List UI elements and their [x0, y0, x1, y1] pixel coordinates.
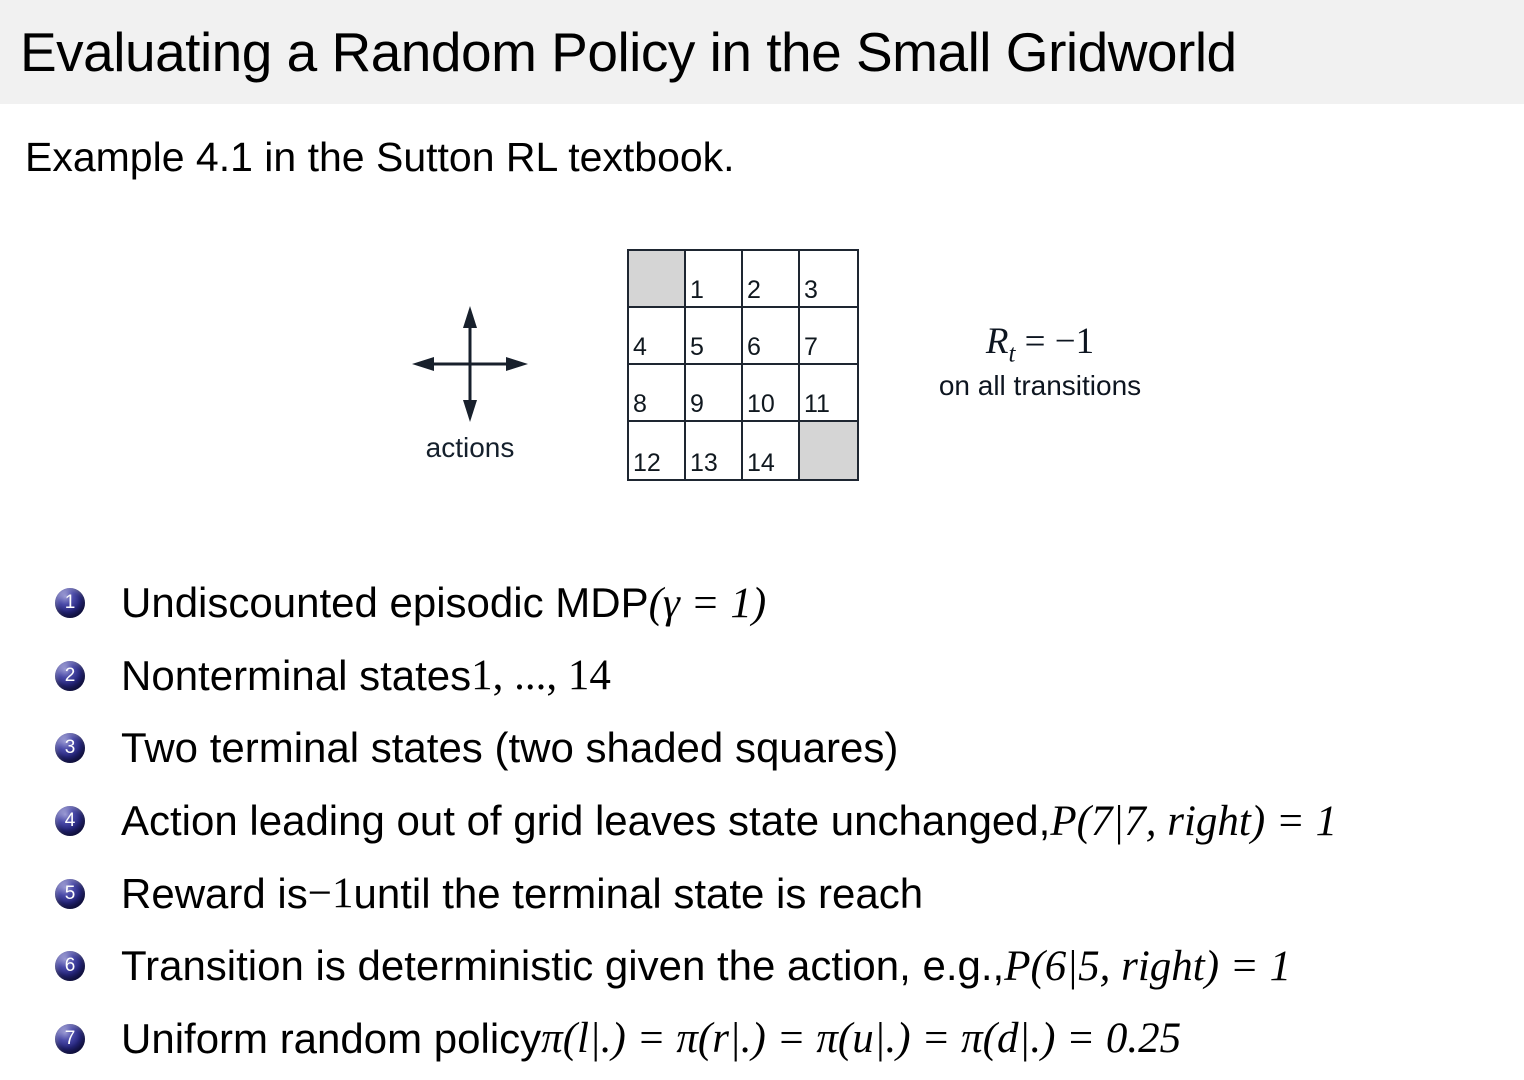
bullet-math: 1, ..., 14	[471, 652, 611, 700]
bullet-list	[55, 567, 1514, 1075]
slide-title-bar	[0, 0, 1524, 104]
bullet-number-badge: 7	[55, 1024, 85, 1054]
slide-title: Evaluating a Random Policy in the Small Gridworld	[20, 21, 1237, 83]
grid-cell-terminal	[629, 251, 686, 308]
list-item	[55, 567, 1514, 640]
gridworld-grid	[627, 249, 859, 481]
actions-figure	[406, 302, 534, 464]
actions-cross-icon	[406, 302, 534, 426]
reward-value: = −1	[1015, 321, 1095, 362]
grid-cell: 8	[629, 365, 686, 422]
grid-cell: 9	[686, 365, 743, 422]
bullet-math: (γ = 1)	[648, 579, 767, 627]
grid-cell: 5	[686, 308, 743, 365]
bullet-number-badge: 5	[55, 879, 85, 909]
grid-cell: 3	[800, 251, 857, 308]
grid-cell: 11	[800, 365, 857, 422]
grid-cell: 13	[686, 422, 743, 479]
bullet-text: Undiscounted episodic MDP	[121, 579, 649, 627]
bullet-math: π(l|.) = π(r|.) = π(u|.) = π(d|.) = 0.25	[541, 1015, 1182, 1063]
bullet-number-badge: 3	[55, 733, 85, 763]
bullet-text: Two terminal states (two shaded squares)	[121, 724, 899, 772]
bullet-number-badge: 2	[55, 661, 85, 691]
bullet-text: Nonterminal states	[121, 651, 472, 699]
bullet-number-badge: 4	[55, 806, 85, 836]
bullet-text: until the terminal state is reach	[353, 869, 924, 917]
actions-label: actions	[425, 432, 515, 463]
list-item	[55, 785, 1514, 858]
bullet-text: Action leading out of grid leaves state unchanged,	[121, 797, 1051, 845]
bullet-number-badge: 6	[55, 951, 85, 981]
subtitle: Example 4.1 in the Sutton RL textbook.	[25, 134, 735, 180]
bullet-text: Transition is deterministic given the action, e.g.,	[121, 942, 1005, 990]
list-item	[55, 857, 1514, 930]
reward-caption: on all transitions	[938, 370, 1142, 402]
grid-cell: 10	[743, 365, 800, 422]
grid-cell-terminal	[800, 422, 857, 479]
bullet-math: −1	[307, 870, 354, 918]
reward-annotation	[910, 320, 1170, 402]
bullet-number-badge: 1	[55, 588, 85, 618]
grid-cell: 1	[686, 251, 743, 308]
reward-subscript: t	[1008, 340, 1016, 368]
bullet-math: P(7|7, right) = 1	[1050, 797, 1338, 845]
grid-cell: 12	[629, 422, 686, 479]
bullet-math: P(6|5, right) = 1	[1004, 942, 1292, 990]
bullet-text: Uniform random policy	[121, 1014, 542, 1062]
list-item	[55, 712, 1514, 785]
bullet-text: Reward is	[121, 869, 308, 917]
grid-cell: 2	[743, 251, 800, 308]
list-item	[55, 640, 1514, 713]
reward-formula	[910, 320, 1170, 368]
list-item	[55, 1003, 1514, 1076]
grid-cell: 6	[743, 308, 800, 365]
reward-symbol: R	[985, 321, 1009, 362]
list-item	[55, 930, 1514, 1003]
grid-cell: 14	[743, 422, 800, 479]
grid-cell: 7	[800, 308, 857, 365]
grid-cell: 4	[629, 308, 686, 365]
